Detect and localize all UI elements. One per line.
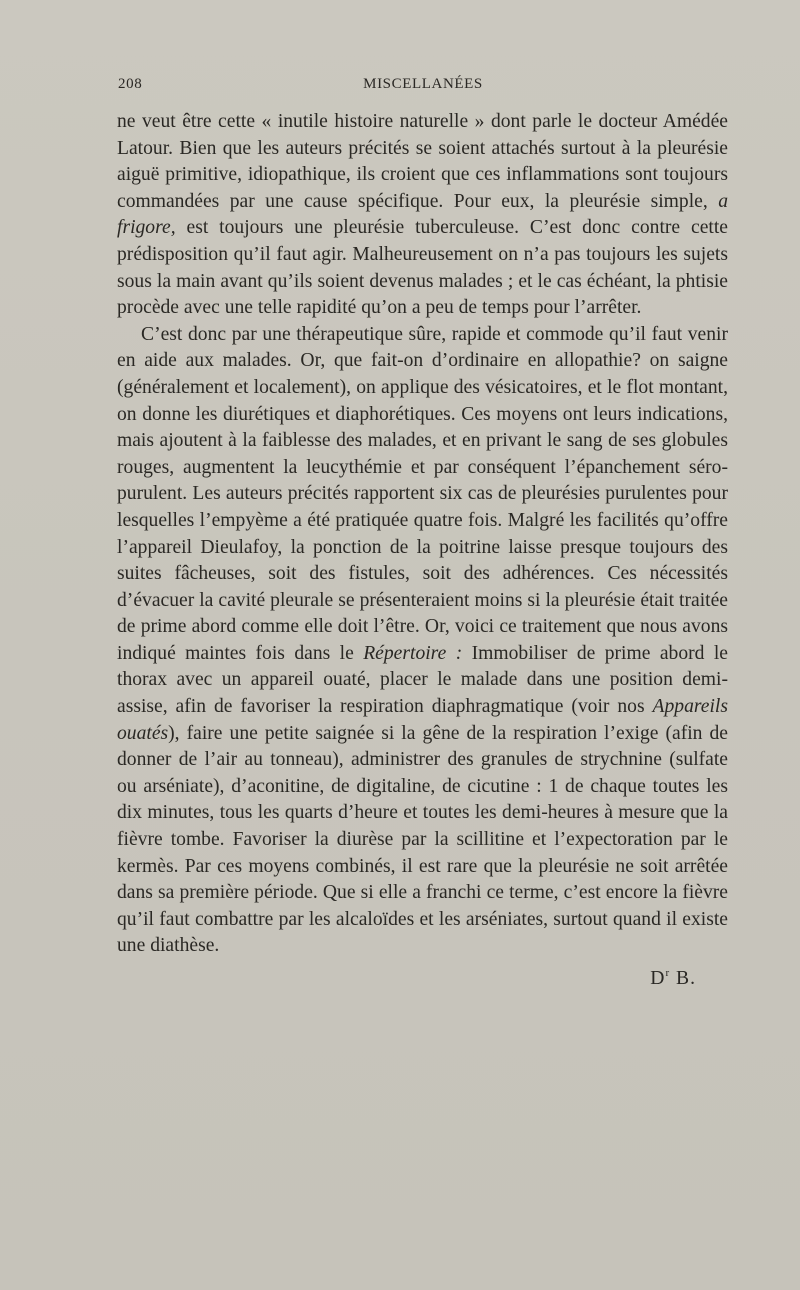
signature-prefix: D [650,968,666,989]
paragraph-1-italic: a frigore, [117,190,728,239]
paragraph-1-text-a: ne veut être cette « inutile histoire naturelle » dont parle le docteur Amédée Latour. Bien que les auteurs précités se soient attachés surtout à la pleurésie aiguë primitive, idiopathique, ils croient que ces inflammations sont toujours commandées par une cause spécifique. Pour eux, la pleurésie simple, [117,111,728,212]
paragraph-1 [117,109,728,322]
paragraph-1-text-b: est toujours une pleurésie tuberculeuse. C’est donc contre cette prédisposition qu’il faut agir. Malheureusement on n’a pas toujours les sujets sous la main avant qu’ils soient devenus malades ; et le cas échéant, la phtisie procède avec une telle rapidité qu’on a peu de temps pour l’arrêter. [117,217,728,319]
paragraph-2-italic-appareils: Appareils ouatés [117,696,728,744]
page-header [118,76,728,98]
running-title: MISCELLANÉES [363,76,483,92]
paragraph-2-text-a: C’est donc par une thérapeutique sûre, rapide et commode qu’il faut venir en aide aux malades. Or, que fait-on d’ordinaire en allopathie? on saigne (généralement et localement), on applique des vésicatoires, et le flot montant, on donne les diurétiques et diaphorétiques. Ces moyens ont leurs indications, mais ajoutent à la faiblesse des malades, et en privant le sang de ses globules rouges, augmentent la leucythémie et par conséquent l’épanchement séro-purulent. Les auteurs précités rapportent six cas de pleurésies purulentes pour lesquelles l’empyème a été pratiquée quatre fois. Malgré les facilités qu’offre l’appareil Dieulafoy, la ponction de la poitrine laisse presque toujours des suites fâcheuses, soit des fistules, soit des adhérences. Ces nécessités d’évacuer la cavité pleurale se présenteraient moins si la pleurésie était traitée de prime abord comme elle doit l’être. Or, voici ce traitement que nous avons indiqué maintes fois dans le [117,323,728,664]
signature [117,960,728,993]
signature-superscript: r [665,967,671,979]
paragraph-2-italic-repertoire: Répertoire : [363,642,463,664]
paragraph-2 [117,322,728,960]
signature-initial: B. [670,968,696,989]
paragraph-2-text-c: ), faire une petite saignée si la gêne de la respiration l’exige (afin de donner de l’air au tonneau), administrer des granules de strychnine (sulfate ou arséniate), d’aconitine, de digitaline, de cicutine : 1 de chaque toutes les dix minutes, tous les quarts d’heure et toutes les demi-heures à mesure que la fièvre tombe. Favoriser la diurèse par la scillitine et l’expectoration par le kermès. Par ces moyens combinés, il est rare que la pleurésie ne soit arrêtée dans sa première période. Que si elle a franchi ce terme, c’est encore la fièvre qu’il faut combattre par les alcaloïdes et les arséniates, surtout quand il existe une diathèse. [117,722,728,957]
paragraph-2-text-b: Immobiliser de prime abord le thorax avec un appareil ouaté, placer le malade dans une position demi-assise, afin de favoriser la respiration diaphragmatique (voir nos [117,642,728,718]
article-body [117,109,728,993]
page-number: 208 [118,76,143,92]
